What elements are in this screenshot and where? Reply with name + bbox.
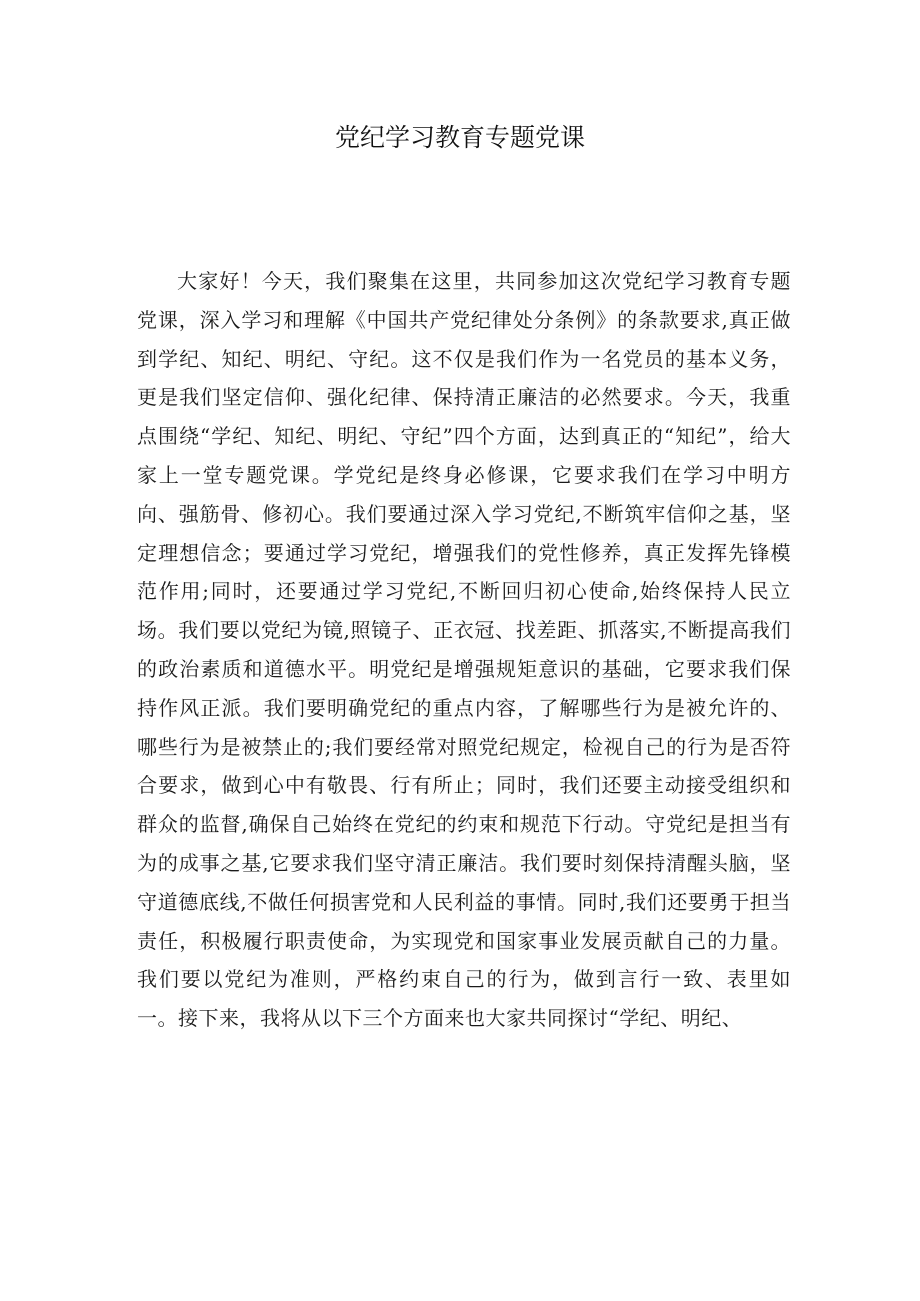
document-title: 党纪学习教育专题党课	[334, 123, 585, 152]
document-body-paragraph: 大家好！今天，我们聚集在这里，共同参加这次党纪学习教育专题党课，深入学习和理解《中国共产党纪律处分条例》的条款要求,真正做到学纪、知纪、明纪、守纪。这不仅是我们作为一名党员的基本义务，更是我们坚定信仰、强化纪律、保持清正廉洁的必然要求。今天，我重点围绕“学纪、知纪、明纪、守纪”四个方面，达到真正的“知纪”，给大家上一堂专题党课。学党纪是终身必修课，它要求我们在学习中明方向、强筋骨、修初心。我们要通过深入学习党纪,不断筑牢信仰之基，坚定理想信念；要通过学习党纪，增强我们的党性修养，真正发挥先锋模范作用;同时，还要通过学习党纪,不断回归初心使命,始终保持人民立场。我们要以党纪为镜,照镜子、正衣冠、找差距、抓落实,不断提高我们的政治素质和道德水平。明党纪是增强规矩意识的基础，它要求我们保持作风正派。我们要明确党纪的重点内容，了解哪些行为是被允许的、哪些行为是被禁止的;我们要经常对照党纪规定，检视自己的行为是否符合要求，做到心中有敬畏、行有所止；同时，我们还要主动接受组织和群众的监督,确保自己始终在党纪的约束和规范下行动。守党纪是担当有为的成事之基,它要求我们坚守清正廉洁。我们要时刻保持清醒头脑，坚守道德底线,不做任何损害党和人民利益的事情。同时,我们还要勇于担当责任，积极履行职责使命，为实现党和国家事业发展贡献自己的力量。我们要以党纪为准则，严格约束自己的行为，做到言行一致、表里如一。接下来，我将从以下三个方面来也大家共同探讨“学纪、明纪、	[137, 269, 791, 1031]
